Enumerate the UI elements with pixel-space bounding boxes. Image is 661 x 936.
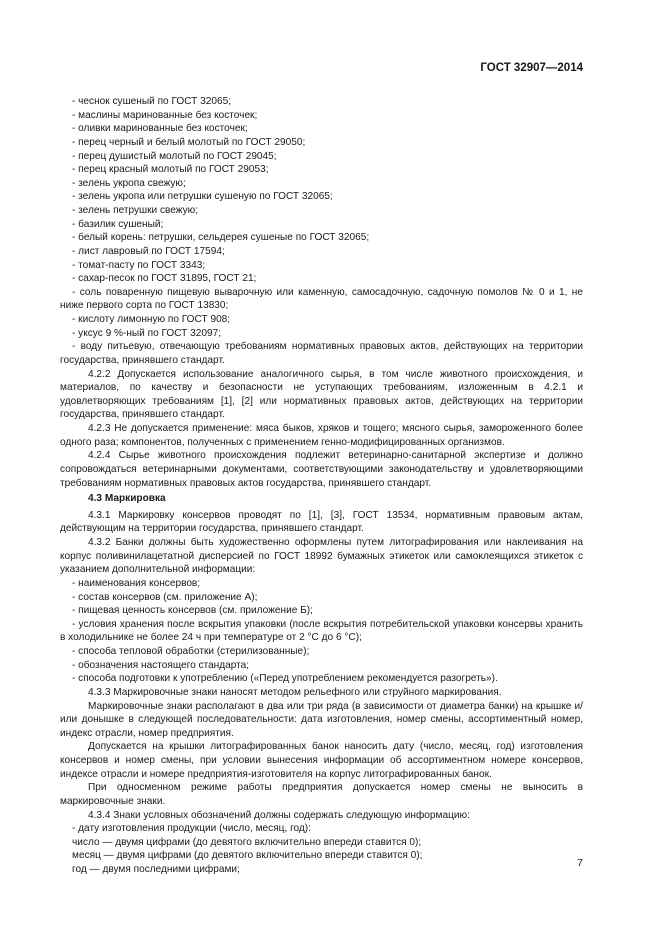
paragraph-4-2-4: 4.2.4 Сырье животного происхождения подлежит ветеринарно-санитарной экспертизе и должно сопровождаться ветеринарными документами, соответствующими законодательству и удовлетворяющими требованиям нормативных правовых актов государства, принявшего стандарт.	[60, 450, 583, 489]
paragraph-4-3-3-c: Допускается на крышки литографированных банок наносить дату (число, месяц, год) изготовления консервов и номер смены, при условии вынесения информации об ассортиментном номере консервов, индексе отрасли и номере предприятия-изготовителя на корпус литографированных банок.	[60, 741, 583, 780]
list-item: - наименования консервов;	[72, 577, 201, 589]
paragraph-4-3-3: 4.3.3 Маркировочные знаки наносят методом рельефного или струйного маркирования.	[88, 686, 502, 698]
list-item: - уксус 9 %-ный по ГОСТ 32097;	[72, 327, 222, 339]
paragraph-4-2-3: 4.2.3 Не допускается применение: мяса быков, хряков и тощего; мясного сырья, замороженного более одного раза; компонентов, полученных с применением генно-модифицированных организмов.	[60, 423, 583, 448]
list-item: - дату изготовления продукции (число, месяц, год):	[72, 823, 311, 835]
list-item: - условия хранения после вскрытия упаковки (после вскрытия потребительской упаковки консервы хранить в холодильнике не более 24 ч при температуре от 2 °С до 6 °С);	[60, 618, 583, 644]
paragraph-4-3-4: 4.3.4 Знаки условных обозначений должны содержать следующую информацию:	[88, 809, 470, 821]
list-item: - оливки маринованные без косточек;	[72, 123, 248, 135]
list-item: - воду питьевую, отвечающую требованиям нормативных правовых актов, действующих на территории государства, принявшего стандарт.	[60, 341, 583, 366]
list-item: - перец красный молотый по ГОСТ 29053;	[72, 164, 269, 176]
list-item: - базилик сушеный;	[72, 218, 164, 230]
list-item: - зелень укропа или петрушки сушеную по ГОСТ 32065;	[72, 191, 333, 203]
list-item: - соль поваренную пищевую выварочную или каменную, самосадочную, садочную помолов № 0 и 1, не ниже первого сорта по ГОСТ 13830;	[60, 286, 583, 312]
list-item: год — двумя последними цифрами;	[72, 864, 240, 875]
list-item: - способа тепловой обработки (стерилизованные);	[72, 646, 310, 657]
page-content	[60, 95, 583, 877]
paragraph-4-3-3-b: Маркировочные знаки располагают в два или три ряда (в зависимости от диаметра банки) на крышке и/или донышке в следующей последовательности: дата изготовления, номер смены, ассортиментный номер, индекс отрасли, номер предприятия.	[60, 700, 583, 739]
list-item: - маслины маринованные без косточек;	[72, 109, 258, 121]
list-item: - пищевая ценность консервов (см. приложение Б);	[72, 605, 313, 617]
section-heading-4-3: 4.3 Маркировка	[88, 493, 166, 505]
list-item: - томат-пасту по ГОСТ 3343;	[72, 259, 206, 271]
list-item: - лист лавровый по ГОСТ 17594;	[72, 245, 225, 257]
list-item: число — двумя цифрами (до девятого включительно впереди ставится 0);	[72, 836, 422, 848]
list-item: - кислоту лимонную по ГОСТ 908;	[72, 314, 231, 325]
list-item: - сахар-песок по ГОСТ 31895, ГОСТ 21;	[72, 273, 257, 285]
paragraph-4-3-2: 4.3.2 Банки должны быть художественно оформлены путем литографирования или наклеивания на корпус поливинилацетатной дисперсией по ГОСТ 18992 бумажных этикеток или самоклеящихся этикеток с указанием дополнительной информации:	[60, 537, 583, 576]
list-item: - состав консервов (см. приложение А);	[72, 591, 258, 603]
list-item: - обозначения настоящего стандарта;	[72, 659, 250, 671]
list-item: месяц — двумя цифрами (до девятого включительно впереди ставится 0);	[72, 850, 423, 862]
list-item: - способа подготовки к употреблению («Перед употреблением рекомендуется разогреть»).	[72, 673, 498, 685]
list-item: - чеснок сушеный по ГОСТ 32065;	[72, 96, 232, 107]
list-item: - перец душистый молотый по ГОСТ 29045;	[72, 150, 277, 162]
paragraph-4-3-1: 4.3.1 Маркировку консервов проводят по [1], [3], ГОСТ 13534, нормативным правовым актам, действующим на территории государства, принявшего стандарт.	[60, 509, 583, 535]
list-item: - зелень укропа свежую;	[72, 177, 186, 189]
list-item: - белый корень: петрушки, сельдерея сушеные по ГОСТ 32065;	[72, 232, 370, 244]
page-number: 7	[577, 857, 583, 869]
list-item: - перец черный и белый молотый по ГОСТ 29050;	[72, 136, 306, 148]
paragraph-4-2-2: 4.2.2 Допускается использование аналогичного сырья, в том числе животного происхождения, и материалов, по качеству и безопасности не уступающих требованиям, изложенным в 4.2.1 и удовлетворяющих требованиям [1], [2] или нормативных правовых актов, действующих на территории государства, принявшего стандарт.	[60, 368, 583, 421]
list-item: - зелень петрушки свежую;	[72, 205, 199, 216]
paragraph-4-3-3-d: При односменном режиме работы предприятия допускается номер смены не выносить в маркировочные знаки.	[60, 782, 583, 807]
standard-header: ГОСТ 32907—2014	[480, 62, 583, 74]
